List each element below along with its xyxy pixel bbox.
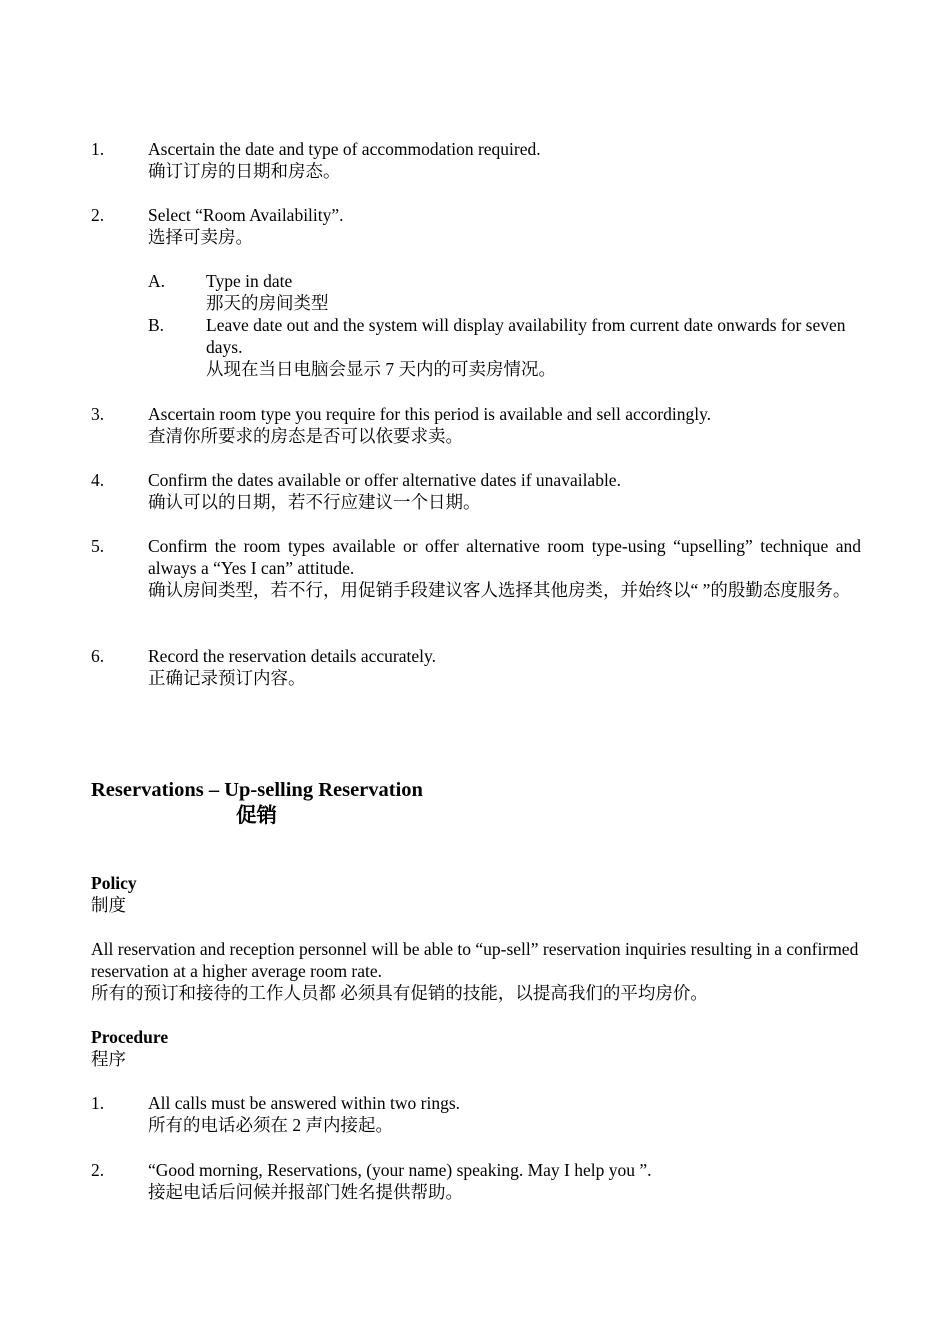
item-number: 5.: [91, 536, 105, 556]
procedure-label: Procedure: [91, 1027, 169, 1047]
item-number: 1.: [91, 139, 105, 159]
item-number: 2.: [91, 1160, 105, 1180]
sub-item-letter: A.: [148, 271, 166, 291]
sub-item-text-cn: 那天的房间类型: [206, 293, 329, 313]
item-text-en: Ascertain the date and type of accommodation required.: [148, 139, 541, 159]
sub-item-text-en: Type in date: [206, 271, 293, 291]
list-item: [91, 645, 861, 689]
item-text-cn: 确认房间类型，若不行，用促销手段建议客人选择其他房类，并始终以“ ”的殷勤态度服务。: [148, 580, 851, 600]
list-item: [91, 535, 861, 601]
section-title: Reservations – Up-selling Reservation: [91, 779, 423, 801]
sub-item-text-en: Leave date out and the system will display availability from current date onwards for seven days.: [206, 315, 846, 357]
list-item: [91, 1159, 861, 1203]
item-text-en: All calls must be answered within two rings.: [148, 1093, 461, 1113]
item-text-cn: 接起电话后问候并报部门姓名提供帮助。: [148, 1182, 463, 1202]
list-item: [91, 403, 861, 447]
procedure-label-cn: 程序: [91, 1049, 126, 1069]
item-text-en: Confirm the dates available or offer alternative dates if unavailable.: [148, 470, 621, 490]
sub-item-letter: B.: [148, 315, 165, 335]
item-text-cn: 选择可卖房。: [148, 227, 253, 247]
item-number: 1.: [91, 1093, 105, 1113]
policy-text-cn: 所有的预订和接待的工作人员都 必须具有促销的技能，以提高我们的平均房价。: [91, 983, 708, 1003]
list-item: [91, 138, 861, 182]
item-number: 2.: [91, 205, 105, 225]
item-text-en: Record the reservation details accurately.: [148, 646, 436, 666]
item-number: 6.: [91, 646, 105, 666]
policy-text: [91, 938, 861, 1004]
item-number: 3.: [91, 404, 105, 424]
policy-text-en: All reservation and reception personnel will be able to “up-sell” reservation inquiries resulting in a confirmed reservation at a higher average room rate.: [91, 939, 859, 981]
item-text-en: “Good morning, Reservations, (your name) speaking. May I help you ”.: [148, 1160, 652, 1180]
list-item: [91, 469, 861, 513]
item-text-en: Select “Room Availability”.: [148, 205, 344, 225]
sub-list-item: [148, 270, 860, 314]
item-text-en: Ascertain room type you require for this period is available and sell accordingly.: [148, 404, 712, 424]
sub-item-text-cn: 从现在当日电脑会显示 7 天内的可卖房情况。: [206, 359, 556, 379]
sub-list-item: [148, 314, 860, 380]
policy-label: Policy: [91, 873, 137, 893]
item-text-cn: 所有的电话必须在 2 声内接起。: [148, 1115, 393, 1135]
list-item: [91, 1092, 861, 1136]
item-text-cn: 查清你所要求的房态是否可以依要求卖。: [148, 426, 463, 446]
item-text-en: Confirm the room types available or offer alternative room type-using “upselling” technique and always a “Yes I can” attitude.: [148, 536, 861, 578]
item-text-cn: 确认可以的日期，若不行应建议一个日期。: [148, 492, 481, 512]
list-item: [91, 204, 861, 248]
item-text-cn: 正确记录预订内容。: [148, 668, 306, 688]
item-text-cn: 确订订房的日期和房态。: [148, 161, 341, 181]
policy-label-cn: 制度: [91, 895, 126, 915]
section-title-cn: 促销: [236, 805, 277, 827]
item-number: 4.: [91, 470, 105, 490]
